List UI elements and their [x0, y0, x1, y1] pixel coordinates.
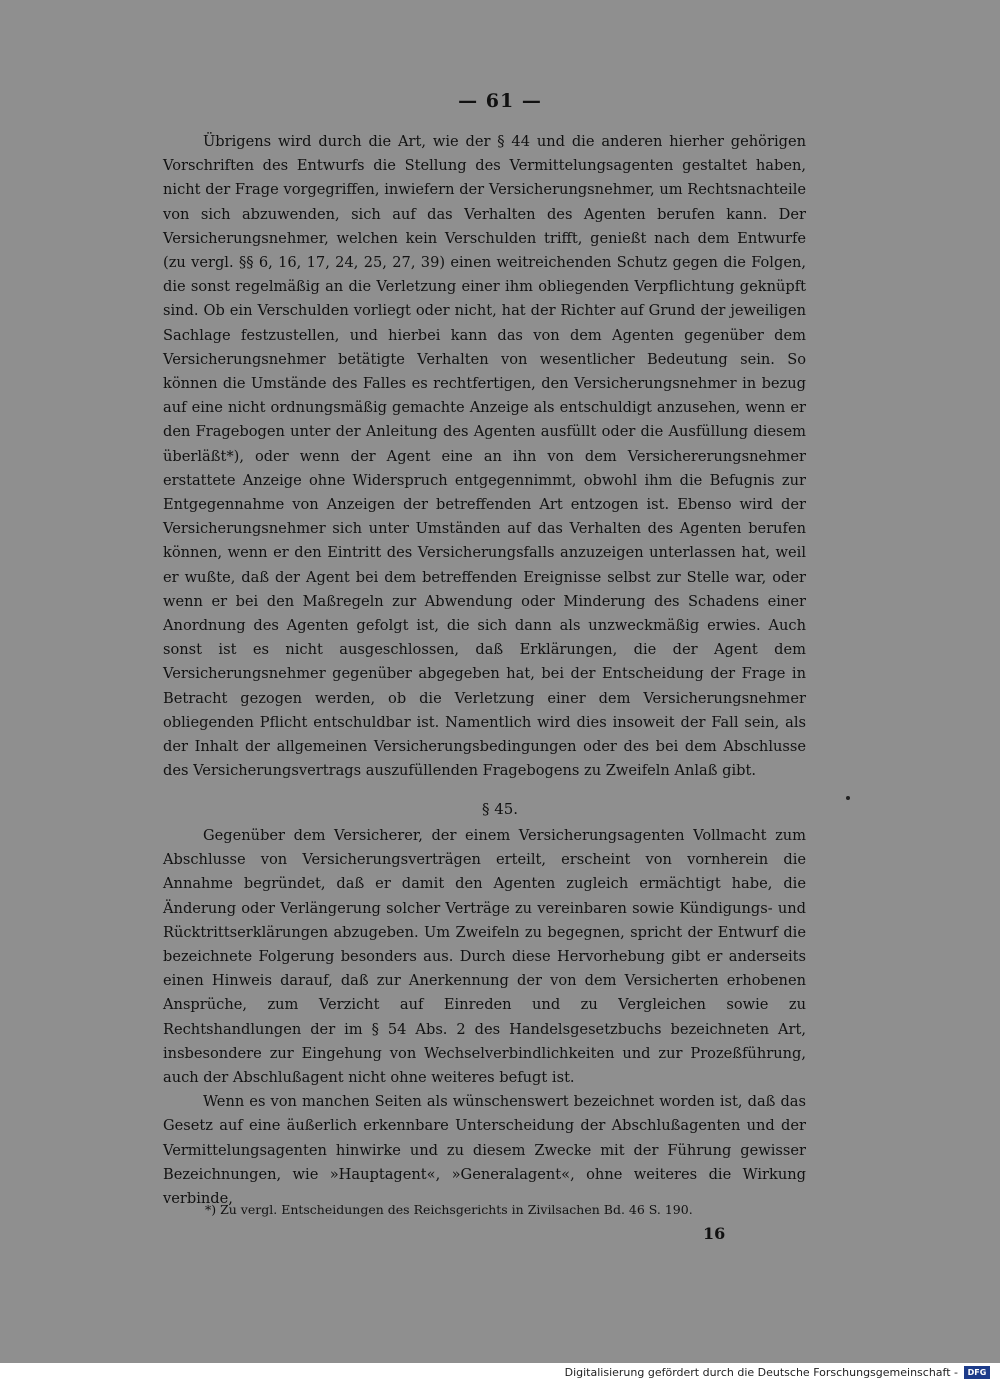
paragraph: Gegenüber dem Versicherer, der einem Versicherungsagenten Vollmacht zum Abschlusse von Versicherungsverträgen erteilt, erscheint von vornherein die Annahme begründet, daß er damit den Agenten zugleich ermächtigt habe, die Änderung oder Verlängerung solcher Verträge zu vereinbaren sowie Kündigungs- und Rücktrittserklärungen abzugeben. Um Zweifeln zu begegnen, spricht der Entwurf die bezeichnete Folgerung besonders aus. Durch diese Hervorhebung gibt er anderseits einen Hinweis darauf, daß zur Anerkennung der von dem Versicherten erhobenen Ansprüche, zum Verzicht auf Einreden und zu Vergleichen sowie zu Rechtshandlungen der im § 54 Abs. 2 des Handelsgesetzbuchs bezeichneten Art, insbesondere zur Eingehung von Wechselverbindlichkeiten und zur Prozeßführung, auch der Abschlußagent nicht ohne weiteres befugt ist. — [163, 827, 806, 1087]
page-number: — 61 — — [458, 90, 542, 112]
section-heading: § 45. — [481, 800, 519, 818]
footnote: *) Zu vergl. Entscheidungen des Reichsgerichts in Zivilsachen Bd. 46 S. 190. — [205, 1202, 693, 1217]
dfg-logo: DFG — [964, 1366, 990, 1379]
dfg-credit-text: Digitalisierung gefördert durch die Deutsche Forschungsgemeinschaft - — [564, 1366, 958, 1379]
paragraph: Übrigens wird durch die Art, wie der § 44 und die anderen hierher gehörigen Vorschriften des Entwurfs die Stellung des Vermittelungsagenten gestaltet haben, nicht der Frage vorgegriffen, inwiefern der Versicherungsnehmer, um Rechtsnachteile von sich abzuwenden, sich auf das Verhalten des Agenten berufen kann. Der Versicherungsnehmer, welchen kein Verschulden trifft, genießt nach dem Entwurfe (zu vergl. §§ 6, 16, 17, 24, 25, 27, 39) einen weitreichenden Schutz gegen die Folgen, die sonst regelmäßig an die Verletzung einer ihm obliegenden Verpflichtung geknüpft sind. Ob ein Verschulden vorliegt oder nicht, hat der Richter auf Grund der jeweiligen Sachlage festzustellen, und hierbei kann das von dem Agenten gegenüber dem Versicherungsnehmer betätigte Verhalten von wesentlicher Bedeutung sein. So können die Umstände des Falles es rechtfertigen, den Versicherungsnehmer in bezug auf eine nicht ordnungsmäßig gemachte Anzeige als entschuldigt anzusehen, wenn er den Fragebogen unter der Anleitung des Agenten ausfüllt oder die Ausfüllung diesem überläßt*), oder wenn der Agent eine an ihn von dem Versichererungsnehmer erstattete Anzeige ohne Widerspruch entgegennimmt, obwohl ihm die Befugnis zur Entgegennahme von Anzeigen der betreffenden Art entzogen ist. Ebenso wird der Versicherungsnehmer sich unter Umständen auf das Verhalten des Agenten berufen können, wenn er den Eintritt des Versicherungsfalls anzuzeigen unterlassen hat, weil er wußte, daß der Agent bei dem betreffenden Ereignisse selbst zur Stelle war, oder wenn er bei den Maßregeln zur Abwendung oder Minderung des Schadens einer Anordnung des Agenten gefolgt ist, die sich dann als unzweckmäßig erwies. Auch sonst ist es nicht ausgeschlossen, daß Erklärungen, die der Agent dem Versicherungsnehmer gegenüber abgegeben hat, bei der Entscheidung der Frage in Betracht gezogen werden, ob die Verletzung einer dem Versicherungsnehmer obliegenden Pflicht entschuldbar ist. Namentlich wird dies insoweit der Fall sein, als der Inhalt der allgemeinen Versicherungsbedingungen oder des bei dem Abschlusse des Versicherungsvertrags auszufüllenden Fragebogens zu Zweifeln Anlaß gibt. — [163, 133, 806, 780]
dfg-footer-bar — [0, 1363, 1000, 1383]
signature-mark: 16 — [703, 1224, 726, 1243]
text-block-upper — [163, 130, 806, 783]
paragraph: Wenn es von manchen Seiten als wünschenswert bezeichnet worden ist, daß das Gesetz auf eine äußerlich erkennbare Unterscheidung der Abschlußagenten und der Vermittelungsagenten hinwirke und zu diesem Zwecke mit der Führung gewisser Bezeichnungen, wie »Hauptagent«, »Generalagent«, ohne weiteres die Wirkung verbinde, — [163, 1093, 806, 1208]
text-block-lower — [163, 824, 806, 1211]
